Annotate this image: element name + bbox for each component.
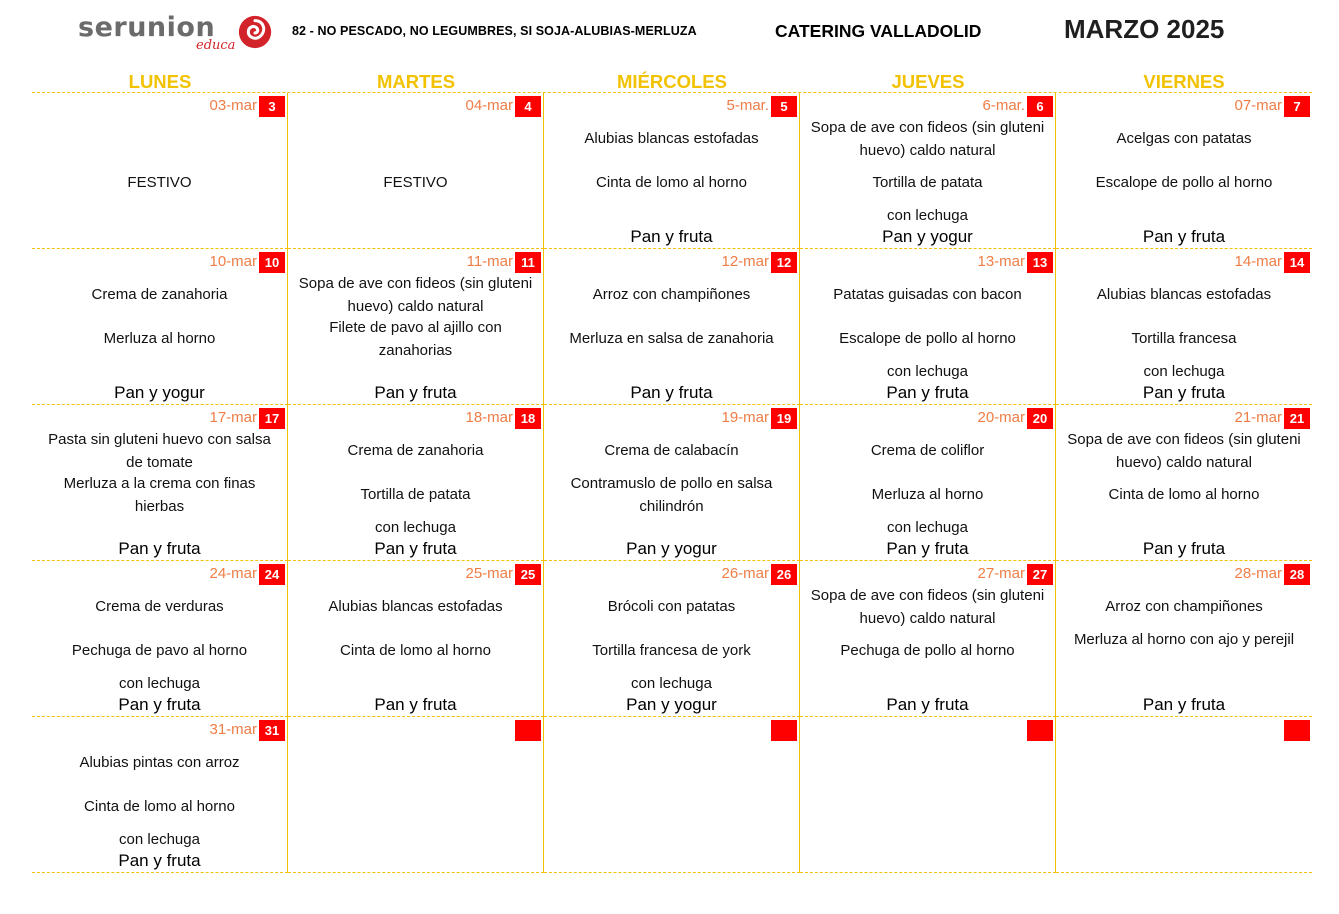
day-number-badge: 24 [259, 564, 285, 585]
day-cell [1056, 717, 1312, 873]
date-label: 26-mar [721, 565, 769, 582]
date-label: 14-mar [1234, 253, 1282, 270]
day-cell [288, 93, 544, 249]
day-cell [800, 561, 1056, 717]
side-dish: con lechuga [631, 675, 712, 692]
date-label: 03-mar [209, 97, 257, 114]
second-course: Tortilla francesa de york [592, 642, 751, 659]
day-number-badge: 26 [771, 564, 797, 585]
logo-subtitle: educa [196, 38, 236, 53]
day-cell [544, 561, 800, 717]
dessert-bread: Pan y fruta [118, 539, 201, 558]
side-dish: con lechuga [887, 519, 968, 536]
dessert-bread: Pan y yogur [626, 695, 717, 714]
side-dish: con lechuga [887, 363, 968, 380]
first-course: Crema de verduras [95, 598, 224, 615]
first-course: Pasta sin gluteni huevo con salsa de tomate [48, 431, 271, 471]
second-course: Cinta de lomo al horno [1108, 486, 1260, 503]
dessert-bread: Pan y fruta [886, 539, 969, 558]
dessert-bread: Pan y fruta [630, 227, 713, 246]
catering-title: CATERING VALLADOLID [775, 21, 982, 41]
date-label: 12-mar [721, 253, 769, 270]
first-course: Crema de zanahoria [347, 442, 484, 459]
first-course: Patatas guisadas con bacon [833, 286, 1022, 303]
weekday-martes: MARTES [376, 71, 456, 92]
logo-swirl-icon [236, 13, 274, 51]
date-label: 18-mar [465, 409, 513, 426]
day-cell [32, 561, 288, 717]
day-cell [800, 249, 1056, 405]
holiday-note: FESTIVO [127, 174, 192, 191]
dessert-bread: Pan y fruta [374, 539, 457, 558]
day-cell [544, 93, 800, 249]
weekday-jueves: JUEVES [891, 71, 965, 92]
day-number-badge: 11 [515, 252, 541, 273]
day-cell [288, 717, 544, 873]
day-cell [1056, 561, 1312, 717]
day-number-badge: 7 [1284, 96, 1310, 117]
logo-wordmark: serunion [78, 12, 216, 43]
date-label: 11-mar [466, 253, 513, 270]
date-label: 24-mar [209, 565, 257, 582]
dessert-bread: Pan y fruta [1142, 383, 1226, 402]
dessert-bread: Pan y fruta [886, 383, 969, 402]
dessert-bread: Pan y fruta [1142, 539, 1226, 558]
day-cell [1056, 93, 1312, 249]
dessert-bread: Pan y fruta [886, 695, 969, 714]
side-dish: con lechuga [119, 675, 200, 692]
first-course: Brócoli con patatas [607, 598, 736, 615]
date-label: 5-mar. [726, 97, 769, 114]
second-course: Tortilla de patata [872, 174, 983, 191]
dessert-bread: Pan y yogur [626, 539, 717, 558]
weekday-header-row [32, 71, 1312, 93]
date-label: 27-mar [977, 565, 1025, 582]
day-number-badge: 13 [1027, 252, 1053, 273]
second-course: Pechuga de pavo al horno [71, 642, 248, 659]
day-number-badge: 12 [771, 252, 797, 273]
day-number-badge: 27 [1027, 564, 1053, 585]
second-course: Filete de pavo al ajillo con zanahorias [329, 319, 502, 359]
side-dish: con lechuga [119, 831, 200, 848]
day-number-badge: 10 [259, 252, 285, 273]
first-course: Alubias blancas estofadas [584, 130, 759, 147]
second-course: Escalope de pollo al horno [839, 330, 1016, 347]
menu-calendar-grid [32, 92, 1312, 872]
weekday-viernes: VIERNES [1143, 71, 1225, 92]
day-cell [1056, 405, 1312, 561]
dessert-bread: Pan y fruta [630, 383, 713, 402]
weekday-lunes: LUNES [128, 71, 192, 92]
day-number-badge: 28 [1284, 564, 1310, 585]
date-label: 6-mar. [982, 97, 1025, 114]
first-course: Crema de zanahoria [91, 286, 228, 303]
date-label: 21-mar [1234, 409, 1282, 426]
dessert-bread: Pan y fruta [374, 383, 457, 402]
first-course: Sopa de ave con fideos (sin gluteni huevo) caldo natural [810, 587, 1045, 627]
day-cell [288, 561, 544, 717]
second-course: Merluza a la crema con finas hierbas [63, 475, 256, 515]
weekday-miercoles: MIÉRCOLES [617, 71, 727, 92]
day-number-badge: 20 [1027, 408, 1053, 429]
date-label: 17-mar [209, 409, 257, 426]
day-number-badge [1284, 720, 1310, 741]
day-number-badge: 5 [771, 96, 797, 117]
day-cell [544, 249, 800, 405]
second-course: Merluza al horno [103, 330, 216, 347]
first-course: Sopa de ave con fideos (sin gluteni huevo) caldo natural [1067, 431, 1301, 471]
dessert-bread: Pan y fruta [118, 851, 201, 870]
side-dish: con lechuga [375, 519, 456, 536]
dessert-bread: Pan y fruta [1142, 227, 1226, 246]
first-course: Arroz con champiñones [1105, 598, 1263, 615]
day-cell [800, 717, 1056, 873]
second-course: Escalope de pollo al horno [1095, 174, 1273, 191]
day-number-badge: 19 [771, 408, 797, 429]
day-cell [800, 93, 1056, 249]
second-course: Contramuslo de pollo en salsa chilindrón [570, 475, 773, 515]
side-dish: con lechuga [887, 207, 968, 224]
day-cell [544, 405, 800, 561]
second-course: Tortilla de patata [360, 486, 471, 503]
second-course: Merluza al horno [871, 486, 984, 503]
dessert-bread: Pan y yogur [882, 227, 973, 246]
date-label: 19-mar [721, 409, 769, 426]
day-number-badge [1027, 720, 1053, 741]
second-course: Tortilla francesa [1131, 330, 1237, 347]
date-label: 07-mar [1234, 97, 1282, 114]
day-number-badge: 18 [515, 408, 541, 429]
side-dish: con lechuga [1143, 363, 1225, 380]
serunion-logo [78, 10, 278, 56]
day-cell [800, 405, 1056, 561]
day-number-badge: 14 [1284, 252, 1310, 273]
day-number-badge [515, 720, 541, 741]
first-course: Arroz con champiñones [592, 286, 751, 303]
date-label: 10-mar [209, 253, 257, 270]
first-course: Alubias pintas con arroz [79, 754, 240, 771]
day-number-badge: 21 [1284, 408, 1310, 429]
second-course: Cinta de lomo al horno [340, 642, 491, 659]
first-course: Crema de calabacín [604, 442, 739, 459]
day-number-badge: 25 [515, 564, 541, 585]
dessert-bread: Pan y yogur [114, 383, 205, 402]
day-number-badge: 4 [515, 96, 541, 117]
day-cell [32, 717, 288, 873]
first-course: Acelgas con patatas [1116, 130, 1252, 147]
day-cell [288, 405, 544, 561]
day-number-badge: 31 [259, 720, 285, 741]
first-course: Sopa de ave con fideos (sin gluteni huevo) caldo natural [810, 119, 1045, 159]
date-label: 20-mar [977, 409, 1025, 426]
dessert-bread: Pan y fruta [118, 695, 201, 714]
second-course: Merluza al horno con ajo y perejil [1073, 631, 1295, 648]
date-label: 13-mar [977, 253, 1025, 270]
date-label: 25-mar [465, 565, 513, 582]
date-label: 28-mar [1234, 565, 1282, 582]
day-cell [544, 717, 800, 873]
day-number-badge [771, 720, 797, 741]
day-number-badge: 3 [259, 96, 285, 117]
second-course: Pechuga de pollo al horno [840, 642, 1015, 659]
day-number-badge: 17 [259, 408, 285, 429]
first-course: Crema de coliflor [870, 442, 985, 459]
holiday-note: FESTIVO [383, 174, 448, 191]
day-cell [32, 249, 288, 405]
second-course: Cinta de lomo al horno [84, 798, 235, 815]
month-title: MARZO 2025 [1064, 14, 1225, 44]
first-course: Alubias blancas estofadas [1096, 286, 1272, 303]
day-cell [32, 405, 288, 561]
menu-code-title: 82 - NO PESCADO, NO LEGUMBRES, SI SOJA-ALUBIAS-MERLUZA [292, 24, 697, 38]
dessert-bread: Pan y fruta [374, 695, 457, 714]
date-label: 04-mar [465, 97, 513, 114]
dessert-bread: Pan y fruta [1142, 695, 1226, 714]
second-course: Cinta de lomo al horno [596, 174, 747, 191]
day-cell [288, 249, 544, 405]
first-course: Sopa de ave con fideos (sin gluteni huevo) caldo natural [298, 275, 533, 315]
first-course: Alubias blancas estofadas [328, 598, 503, 615]
second-course: Merluza en salsa de zanahoria [569, 330, 774, 347]
day-cell [32, 93, 288, 249]
day-number-badge: 6 [1027, 96, 1053, 117]
day-cell [1056, 249, 1312, 405]
date-label: 31-mar [209, 721, 257, 738]
